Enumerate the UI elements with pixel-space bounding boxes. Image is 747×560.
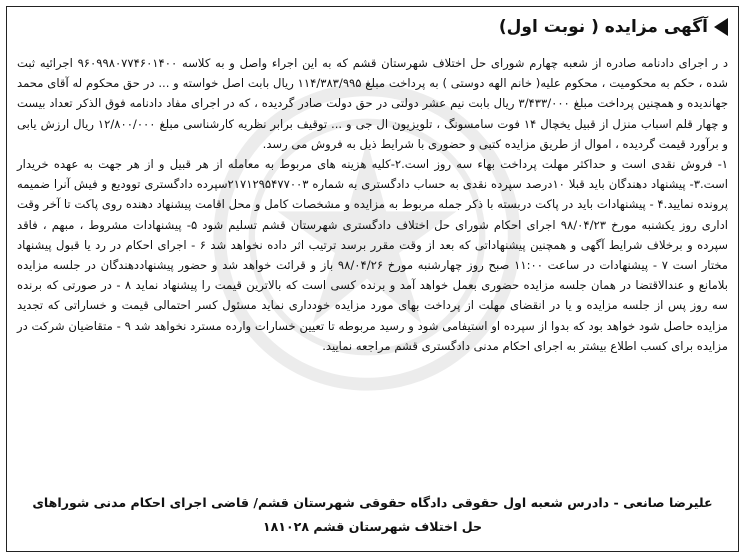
notice-body bbox=[17, 53, 728, 356]
auction-notice bbox=[6, 6, 739, 552]
notice-title: آگهی مزایده ( نوبت اول) bbox=[498, 17, 708, 37]
intro-paragraph: د ر اجرای دادنامه صادره از شعبه چهارم شورای حل اختلاف شهرستان قشم که به این اجراء واصل و به کلاسه ۹۶۰۹۹۸۰۷۷۴۶۰۱۴۰۰ اجرائیه ثبت شده ، حکم به محکومیت ، محکوم علیه( خانم الهه دوستی ) به پرداخت مبلغ ۱۱۴/۳۸۳/۹۹۵ ریال بابت اصل خواسته و ... در حق محکوم له آقای محمد جهاندیده و همچنین پرداخت مبلغ ۳/۴۳۳/۰۰۰ ریال بابت نیم عشر دولتی در حق دولت صادر گردیده ، که در اجرای مفاد دادنامه فوق الذکر تعداد بیست و چهار قلم اسباب منزل از قبیل یخچال ۱۴ فوت سامسونگ ، تلویزیون ال جی و ... توقیف برابر نظریه کارشناسی مبلغ ۱۲/۸۰۰/۰۰۰ ریال ارزش یابی و برآورد قیمت گردیده ، اموال از طریق مزایده کتبی و حضوری با شرایط ذیل به فروش می رسد. bbox=[17, 56, 729, 151]
signature-line-1: علیرضا صانعی - دادرس شعبه اول حقوقی دادگاه حقوقی شهرستان قشم/ قاضی اجرای احکام مدنی شوراهای bbox=[32, 495, 713, 510]
title-arrow-icon bbox=[714, 18, 728, 36]
notice-header bbox=[499, 17, 728, 37]
conditions-paragraph: ۱- فروش نقدی است و حداکثر مهلت پرداخت بهاء سه روز است.۲-کلیه هزینه های مربوط به معامله از هر قبیل و از هر جهت به عهده خریدار است.۳- پیشنهاد دهندگان باید قبلا ۱۰درصد سپرده نقدی به حساب دادگستری به شماره ۲۱۷۱۲۹۵۴۷۷۰۰۳سپرده دادگستری توودیع و فیش آنرا ضمیمه پرونده نمایید.۴ - پیشنهادات باید در پاکت دربسته با ذکر جمله مربوط به مزایده و مشخصات کامل و محل اقامت پیشنهاد دهنده روی پاکت تا آخر وقت اداری روز یکشنبه مورخ ۹۸/۰۴/۲۳ اجرای احکام شورای حل اختلاف دادگستری شهرستان قشم تسلیم شود ۵- پیشنهادات مشروط ، مبهم ، فاقد سپرده و برخلاف شرایط آگهی و همچنین پیشنهاداتی که بعد از وقت مقرر برسد ترتیب اثر داده نخواهد شد ۶ - اجرای احکام در رد یا قبول پیشنهاد مختار است ۷ - پیشنهادات در ساعت ۱۱:۰۰ صبح روز چهارشنبه مورخ ۹۸/۰۴/۲۶ باز و قرائت خواهد شد و حضور پیشنهاددهندگان در جلسه مزایده بلامانع و عندالاقتضا در همان جلسه مزایده حضوری بعمل خواهد آمد و برنده کسی است که بالاترین قیمت را پیشنهاد نماید ۸ - در صورتی که برنده سه روز پس از جلسه مزایده و یا در انقضای مهلت از پرداخت بهای مورد مزایده خودداری نماید مسئول کسر احتمالی قیمت و خساراتی که تجدید مزایده حاصل شود خواهد بود که بدوا از سپرده او استیفامی شود و رسید مربوطه تا تعیین خسارات وارده مسترد نخواهد شد ۹ - متقاضیان شرکت در مزایده برای کسب اطلاع بیشتر به اجرای احکام مدنی دادگستری قشم مراجعه نمایید. bbox=[17, 157, 729, 353]
signature-line-2: حل اختلاف شهرستان قشم ۱۸۱۰۲۸ bbox=[262, 519, 483, 534]
signature-block bbox=[17, 491, 728, 539]
